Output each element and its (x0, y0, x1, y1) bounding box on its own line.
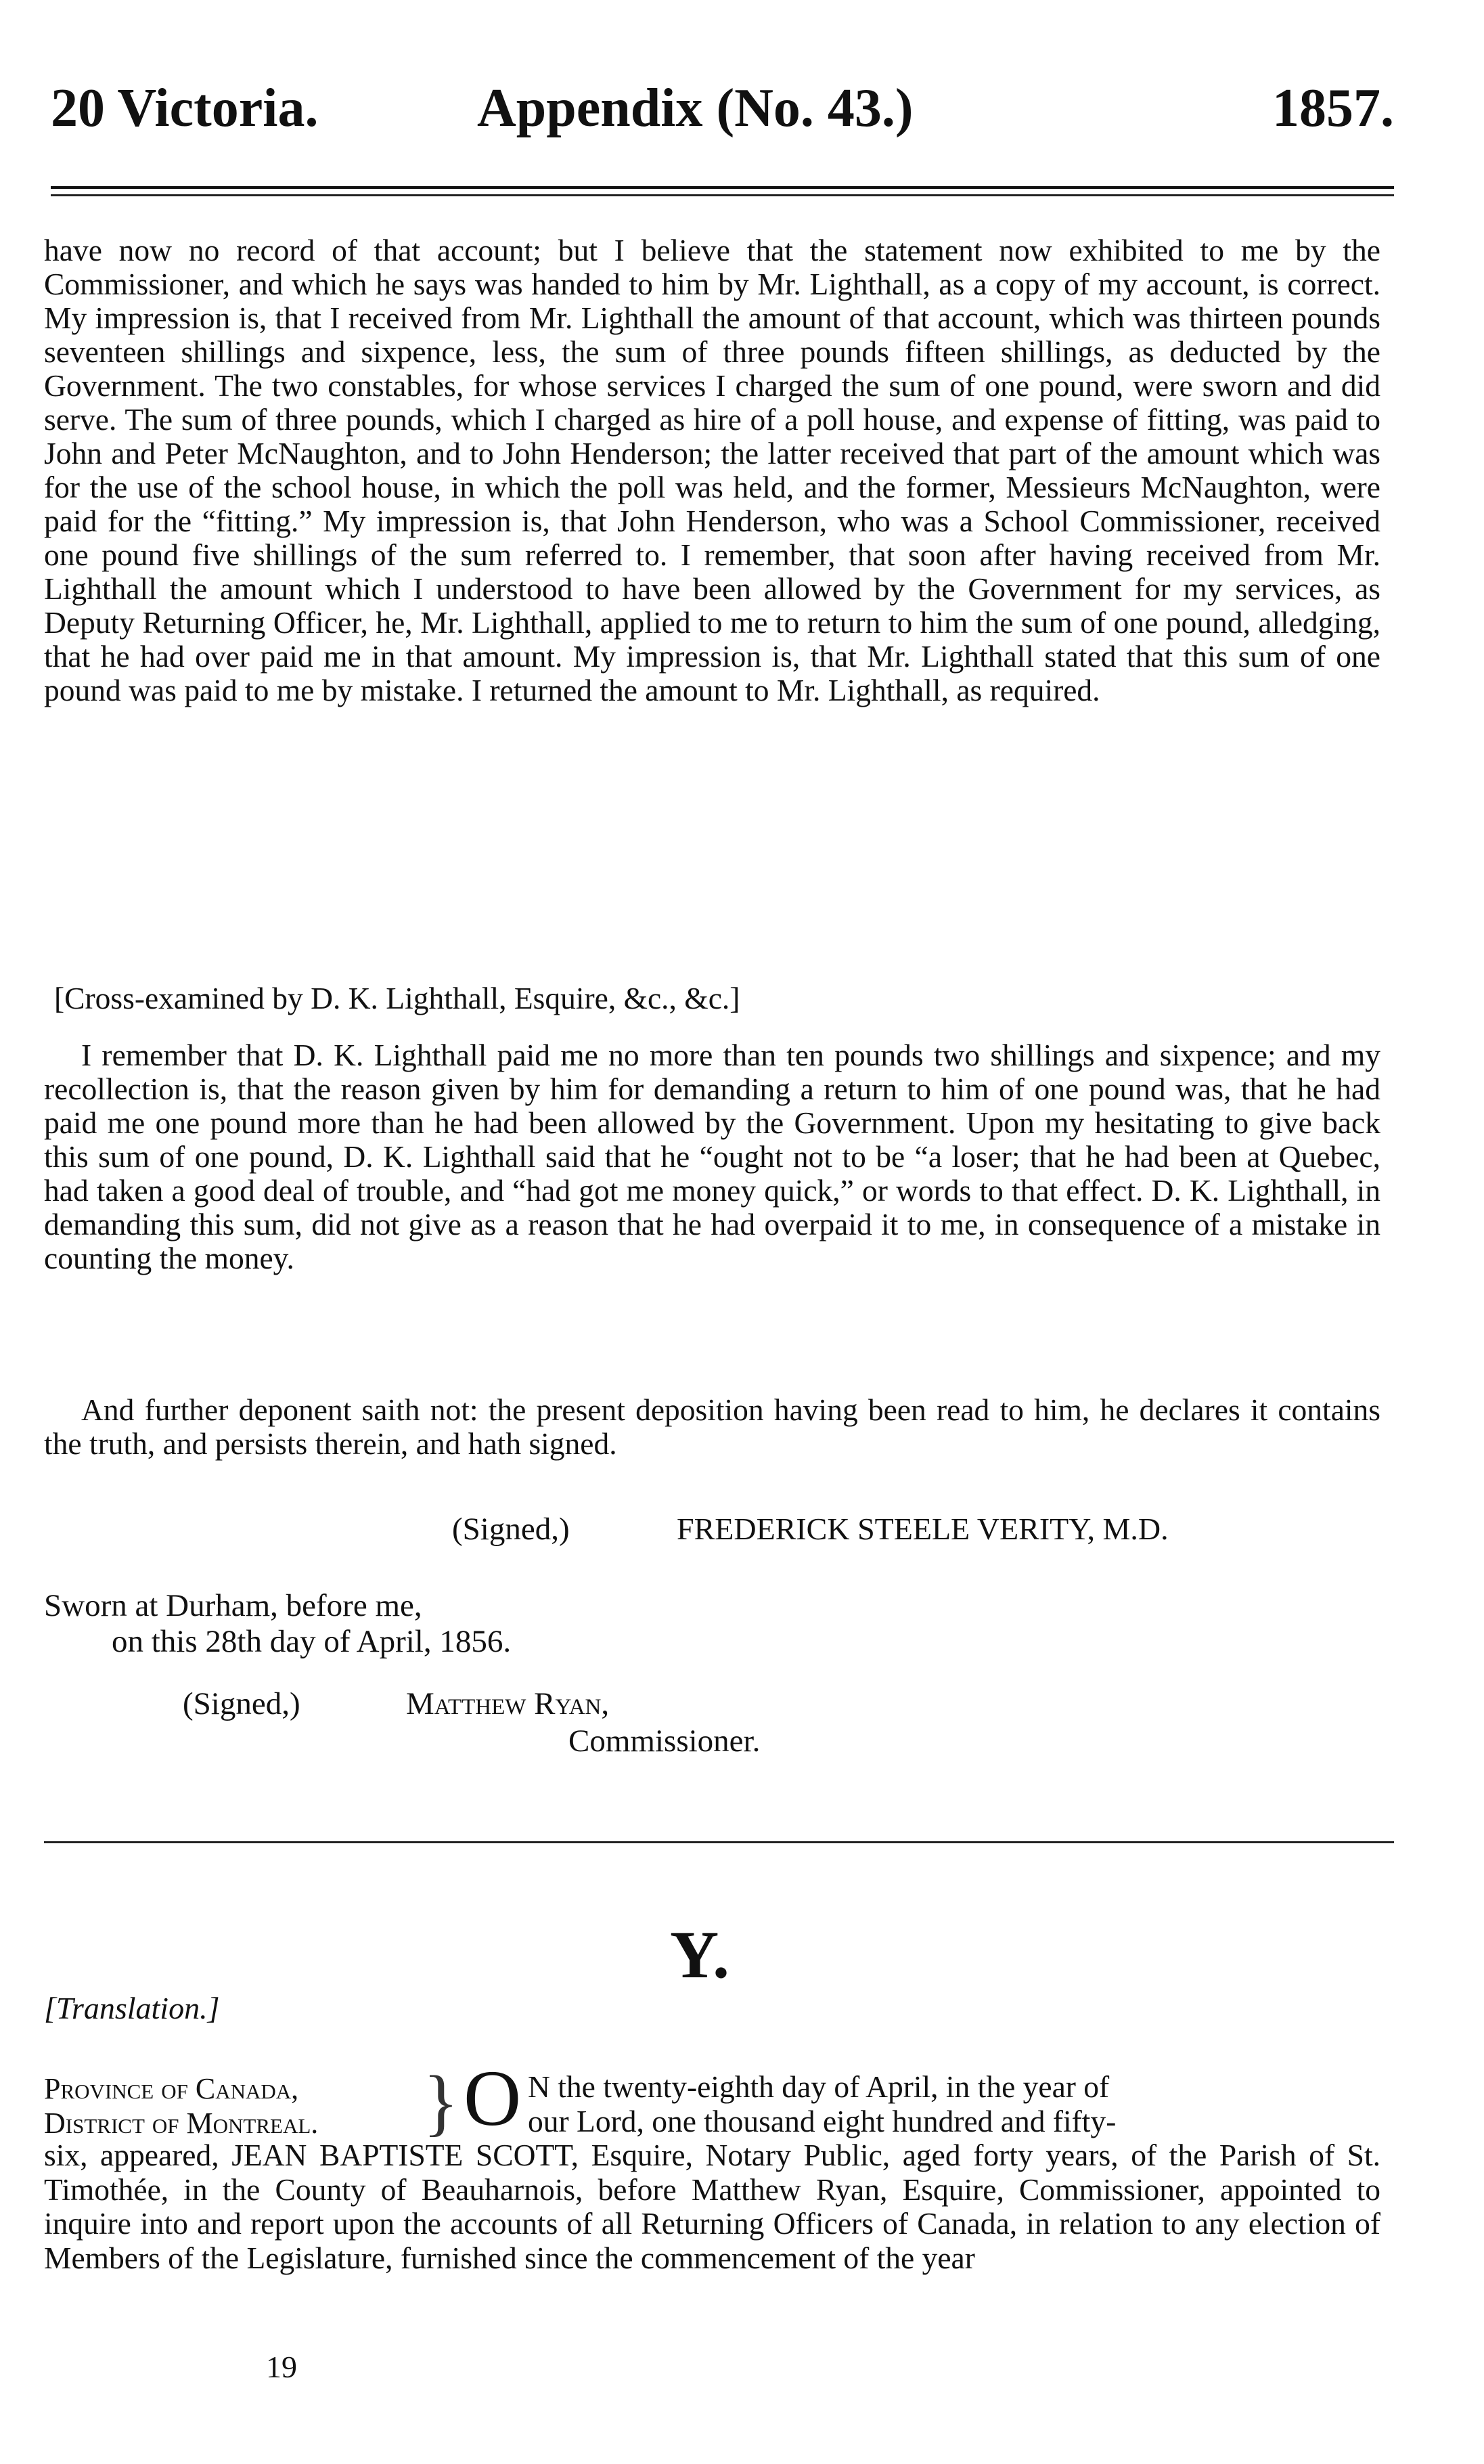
venue-block (44, 2071, 423, 2140)
sworn-line-2: on this 28th day of April, 1856. (112, 1624, 512, 1659)
sworn-line-1: Sworn at Durham, before me, (44, 1588, 422, 1623)
opening-line-1: N the twenty-eighth day of April, in the year of (528, 2069, 1110, 2104)
section-divider (44, 1841, 1394, 1843)
brace-glyph: } (423, 2061, 459, 2143)
commissioner-name: Matthew Ryan, (406, 1686, 610, 1721)
province-label: Province of Canada, (44, 2072, 299, 2105)
header-year: 1857. (1272, 79, 1394, 138)
deponent-signature: FREDERICK STEELE VERITY, M.D. (677, 1512, 1169, 1546)
page-header (51, 64, 1394, 142)
deposition-paragraph-1: have now no record of that account; but I believe that the statement now exhibited to me by the Commissioner, and which he says was handed to him by Mr. Lighthall, as a copy of my account, is correct. My impression is, that I received from Mr. Lighthall the amount of that account, which was thirteen pounds seventeen shillings and sixpence, less, the sum of three pounds fifteen shillings, as deducted by the Government. The two constables, for whose services I charged the sum of one pound, were sworn and did serve. The sum of three pounds, which I charged as hire of a poll house, and expense of fitting, was paid to John and Peter McNaughton, and to John Henderson; the latter received that part of the amount which was for the use of the school house, in which the poll was held, and the former, Messieurs McNaughton, were paid for the “fitting.” My impression is, that John Henderson, who was a School Commissioner, received one pound five shillings of the sum referred to. I remember, that soon after having received from Mr. Lighthall the amount which I understood to have been allowed by the Government for my services, as Deputy Returning Officer, he, Mr. Lighthall, applied to me to return to him the sum of one pound, alledging, that he had over paid me in that amount. My impression is, that Mr. Lighthall stated that this sum of one pound was paid to me by mistake. I returned the amount to Mr. Lighthall, as required. (44, 233, 1380, 707)
signed-label: (Signed,) (452, 1512, 570, 1547)
header-session: 20 Victoria. (51, 79, 319, 138)
header-appendix: Appendix (No. 43.) (477, 79, 914, 138)
commissioner-title: Commissioner. (568, 1723, 761, 1759)
district-label: District of Montreal. (44, 2107, 319, 2140)
deposition-paragraph-2: I remember that D. K. Lighthall paid me no more than ten pounds two shillings and sixpence; and my recollection is, that the reason given by him for demanding a return to him of one pound was, that he had paid me one pound more than he had been allowed by the Government. Upon my hesitating to give back this sum of one pound, D. K. Lighthall said that he “ought not to be “a loser; that he had been at Quebec, had taken a good deal of trouble, and “had got me money quick,” or words to that effect. D. K. Lighthall, in demanding this sum, did not give as a reason that he had overpaid it to me, in consequence of a mistake in counting the money. (44, 1038, 1380, 1275)
section-letter: Y. (670, 1917, 730, 1992)
opening-continuation: six, appeared, JEAN BAPTISTE SCOTT, Esquire, Notary Public, aged forty years, of the Parish of St. Timothée, in the County of Beauharnois, before Matthew Ryan, Esquire, Commissioner, appointed to inquire into and report upon the accounts of all Returning Officers of Canada, in relation to any election of Members of the Legislature, furnished since the commencement of the year (44, 2138, 1380, 2275)
drop-cap: O (464, 2054, 522, 2142)
deposition-closing-paragraph: And further deponent saith not: the present deposition having been read to him, he declares it contains the truth, and persists therein, and hath signed. (44, 1392, 1380, 1461)
opening-line-2: our Lord, one thousand eight hundred and fifty- (528, 2103, 1117, 2138)
translation-label: [Translation.] (44, 1991, 220, 2025)
commissioner-signed-label: (Signed,) (183, 1686, 300, 1721)
cross-examination-heading: [Cross-examined by D. K. Lighthall, Esquire, &c., &c.] (54, 981, 740, 1015)
header-rule-bottom (51, 194, 1394, 196)
header-rule-top (51, 186, 1394, 189)
page-number: 19 (266, 2350, 297, 2384)
